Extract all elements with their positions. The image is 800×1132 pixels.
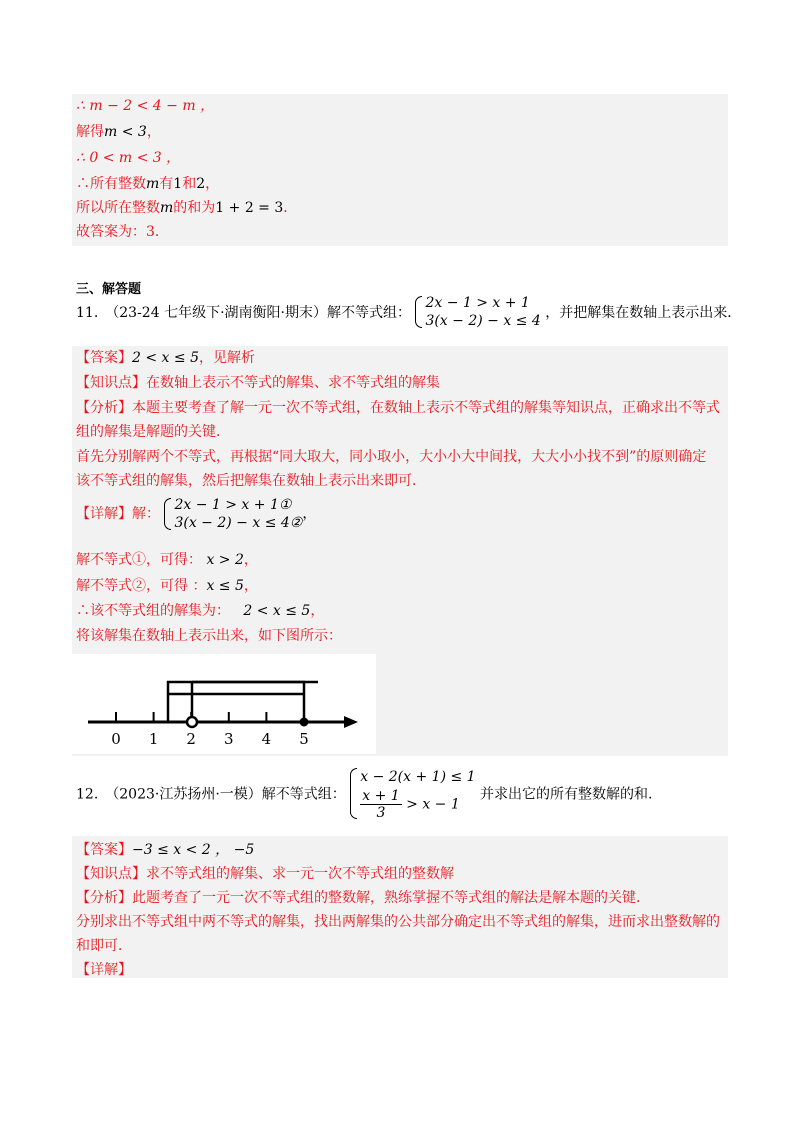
text: 解： — [132, 506, 160, 522]
system-row: 3(x − 2) − x ≤ 4② — [174, 515, 303, 531]
text: 本题主要考查了解一元一次不等式组，在数轴上表示不等式组的解集等知识点，正确求出不等式 — [132, 400, 720, 416]
step-line — [76, 601, 324, 621]
detail-line — [76, 496, 316, 532]
step-line — [76, 550, 258, 570]
arrow-head — [344, 716, 358, 728]
closed-circle-5 — [300, 718, 309, 727]
analysis-line: 分别求出不等式组中两不等式的解集，找出两解集的公共部分确定出不等式组的解集，进而求出整数解的 — [76, 914, 720, 930]
system-row: 2x − 1 > x + 1① — [174, 497, 292, 513]
tag: 【知识点】 — [76, 375, 146, 391]
analysis-line — [76, 398, 720, 418]
text: 此题考查了一元一次不等式组的整数解，熟练掌握不等式组的解法是解本题的关键． — [132, 890, 650, 906]
text: 有 — [159, 176, 174, 192]
math: m < 3 — [104, 124, 147, 140]
text: ， — [146, 124, 161, 140]
text: ， — [310, 603, 325, 619]
tick-label: 2 — [186, 730, 196, 748]
text: ，见解析 — [198, 350, 255, 366]
tag: 【分析】 — [76, 890, 132, 906]
question-text: 11. （23-24 七年级下·湖南衡阳·期末）解不等式组： — [76, 305, 411, 321]
step-line — [76, 122, 161, 142]
numerator: x + 1 — [362, 788, 400, 804]
inequality-system — [415, 294, 540, 330]
system-row: 2x − 1 > x + 1 — [425, 295, 530, 311]
step-line: ∴ 0 < m < 3 ， — [76, 150, 181, 166]
final-answer: 故答案为：3. — [76, 224, 160, 240]
analysis-line: 首先分别解两个不等式，再根据“同大取大，同小取小，大小小大中间找，大大小小找不到”的原则确定 — [76, 449, 707, 465]
text: ∴该不等式组的解集为： — [76, 603, 230, 619]
tick-label: 4 — [261, 730, 272, 748]
math: 2 — [196, 176, 206, 192]
text: 在数轴上表示不等式的解集、求不等式组的解集 — [146, 375, 440, 391]
text: > x − 1 — [406, 796, 460, 813]
tag: 【知识点】 — [76, 866, 146, 882]
analysis-line: 该不等式组的解集，然后把解集在数轴上表示出来即可． — [76, 473, 426, 489]
number-line-figure — [72, 654, 376, 754]
math: x ≤ 5 — [206, 578, 244, 594]
question-text: 并求出它的所有整数解的和. — [480, 786, 653, 803]
text: 求不等式组的解集、求一元一次不等式组的整数解 — [146, 866, 454, 882]
solution-block-10 — [72, 94, 728, 246]
math: 2 < x ≤ 5 — [243, 603, 311, 619]
text: ， — [302, 506, 317, 522]
text: 解得 — [76, 124, 104, 140]
knowledge-line — [76, 373, 440, 393]
analysis-line — [76, 888, 650, 908]
denominator: 3 — [376, 805, 386, 821]
math: 2 < x ≤ 5 — [132, 350, 199, 366]
text: 解不等式①，可得： — [76, 552, 202, 568]
tick-label: 0 — [111, 730, 121, 748]
question-11 — [76, 294, 741, 330]
math: m — [160, 200, 174, 216]
step-line: ∴ m − 2 < 4 − m ， — [76, 98, 215, 114]
step-line — [76, 198, 297, 218]
math: −3 ≤ x < 2 ， −5 — [132, 842, 255, 858]
system-row — [360, 788, 475, 821]
system-row: 3(x − 2) − x ≤ 4 — [425, 313, 541, 329]
math: m — [146, 176, 160, 192]
text: ， — [243, 578, 258, 594]
answer-block-12 — [72, 836, 728, 978]
tick-label: 1 — [148, 730, 159, 748]
math: 1 + 2 = 3 — [215, 200, 284, 216]
text: ∴所有整数 — [76, 176, 146, 192]
system-row: x − 2(x + 1) ≤ 1 — [360, 769, 476, 785]
question-text: 12. （2023·江苏扬州·一模）解不等式组： — [76, 786, 346, 803]
math: 1 — [173, 176, 183, 192]
question-12 — [76, 766, 653, 821]
knowledge-line — [76, 864, 454, 884]
question-text: ，并把解集在数轴上表示出来． — [545, 305, 742, 321]
tag: 【答案】 — [76, 842, 132, 858]
text: ， — [243, 552, 258, 568]
number-line-svg — [72, 654, 376, 754]
answer-line — [76, 840, 254, 860]
tag: 【答案】 — [76, 350, 132, 366]
text: 和 — [182, 176, 197, 192]
tick-label: 3 — [224, 730, 234, 748]
tag: 【分析】 — [76, 400, 132, 416]
tag: 【详解】 — [76, 506, 132, 522]
bracket-x-gt-2-left — [168, 682, 304, 722]
analysis-line: 组的解集是解题的关键． — [76, 424, 230, 440]
text: 所以所在整数 — [76, 200, 160, 216]
open-circle-2 — [187, 717, 197, 727]
detail-tag: 【详解】 — [76, 962, 132, 978]
analysis-line: 和即可． — [76, 938, 132, 954]
section-heading: 三、解答题 — [76, 282, 142, 297]
text: ， — [205, 176, 220, 192]
answer-line — [76, 348, 255, 368]
text: 的和为 — [173, 200, 216, 216]
text: ． — [283, 200, 298, 216]
inequality-system — [350, 766, 475, 821]
inequality-system — [164, 496, 302, 532]
step-line — [76, 174, 219, 194]
answer-block-11 — [72, 346, 728, 756]
step-line: 将该解集在数轴上表示出来，如下图所示： — [76, 628, 342, 644]
text: 解不等式②，可得 ： — [76, 578, 207, 594]
step-line — [76, 576, 258, 596]
math: x > 2 — [206, 552, 244, 568]
tick-label: 5 — [299, 730, 309, 748]
fraction — [360, 788, 401, 821]
